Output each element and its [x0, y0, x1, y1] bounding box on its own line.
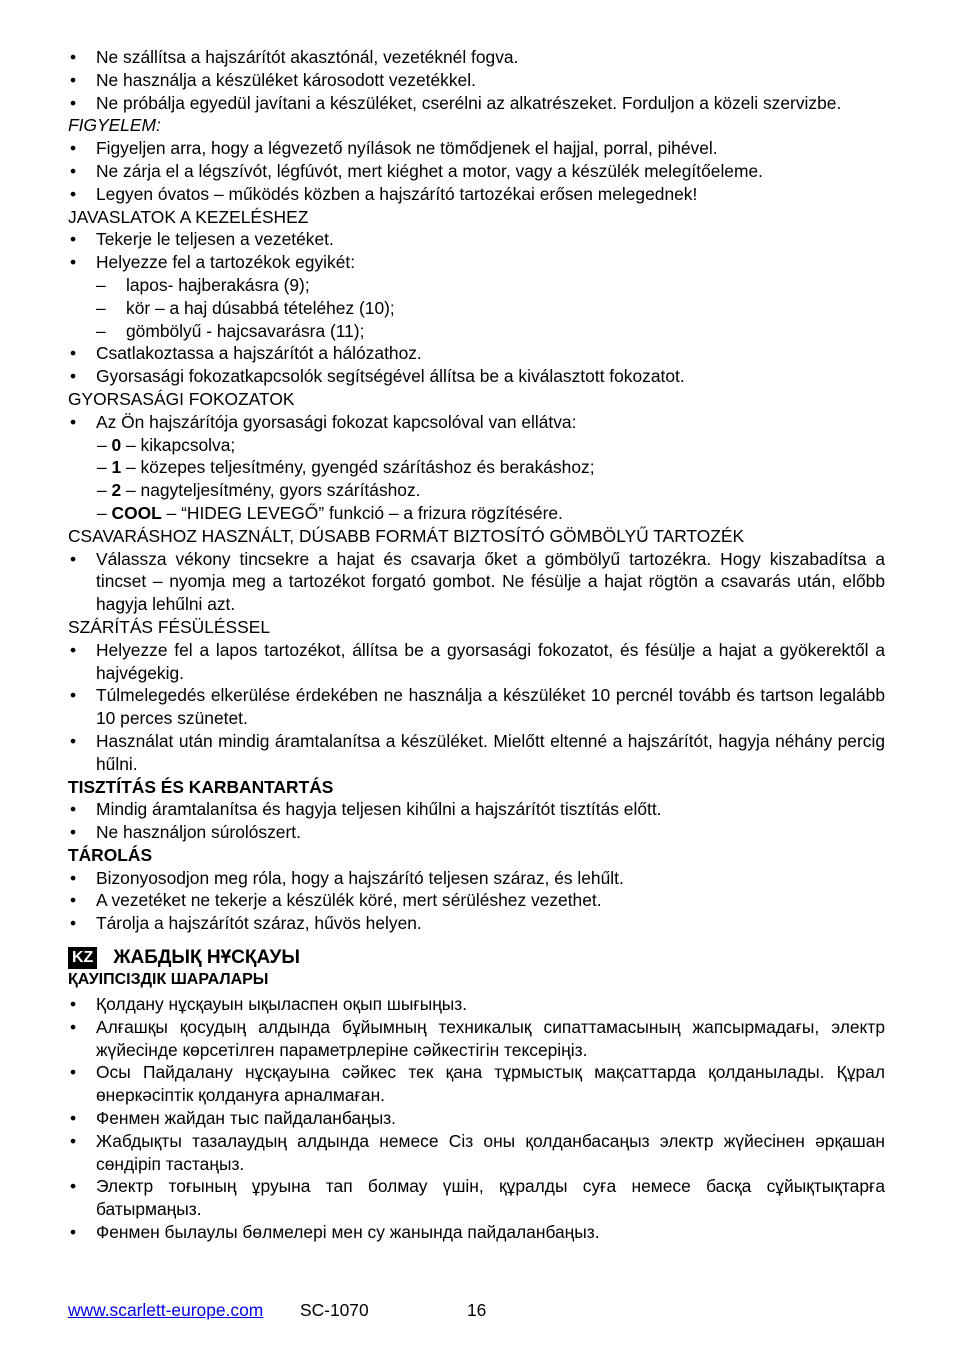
bullet-icon: •: [70, 994, 77, 1015]
bullet-icon: •: [70, 343, 77, 364]
list-item: • Használat után mindig áramtalanítsa a készüléket. Mielőtt eltenné a hajszárítót, hagyja néhány percig hűlni.: [70, 730, 885, 774]
dash-icon: –: [96, 274, 106, 295]
list-item: • Ne használjon súrolószert.: [70, 822, 301, 843]
bullet-icon: •: [70, 548, 77, 569]
kz-title-text: ЖАБДЫҚ НҰСҚАУЫ: [113, 947, 300, 969]
bullet-icon: •: [70, 685, 77, 706]
bullet-icon: •: [70, 1062, 77, 1083]
list-item: • Жабдықты тазалаудың алдында немесе Сіз оны қолданбасаңыз электр жүйесінен әрқашан сөндіріп тастаңыз.: [70, 1130, 885, 1174]
bullet-icon: •: [70, 913, 77, 934]
bullet-icon: •: [70, 1176, 77, 1197]
list-item: • Mindig áramtalanítsa és hagyja teljesen kihűlni a hajszárítót tisztítás előtt.: [70, 799, 662, 820]
page-content: [68, 46, 885, 1244]
list-item: • Legyen óvatos – működés közben a hajszárító tartozékai erősen melegednek!: [70, 183, 698, 204]
list-item: • Helyezze fel a lapos tartozékot, állítsa be a gyorsasági fokozatot, és fésülje a hajat a gyökerektől a hajvégekig.: [70, 639, 885, 683]
list-item: • Bizonyosodjon meg róla, hogy a hajszárító teljesen száraz, és lehűlt.: [70, 867, 624, 888]
list-item: • Осы Пайдалану нұсқауына сәйкес тек қана тұрмыстық мақсаттарда қолданылады. Құрал өнеркәсіптік қолдануға арналмаған.: [70, 1062, 885, 1106]
list-item: • Válassza vékony tincsekre a hajat és csavarja őket a gömbölyű tartozékra. Hogy kiszabadítsa a tincset – nyomja meg a tartozékot forgató gombot. Ne fésülje a hajat rögtön a csavarás után, előbb hagyja lehűlni azt.: [70, 548, 885, 615]
section-heading: TISZTÍTÁS ÉS KARBANTARTÁS: [68, 776, 334, 797]
kz-title: [68, 946, 885, 970]
bullet-icon: •: [70, 1130, 77, 1151]
bullet-icon: •: [70, 867, 77, 888]
bullet-icon: •: [70, 890, 77, 911]
list-item: • Figyeljen arra, hogy a légvezető nyílások ne tömődjenek el hajjal, porral, pihével.: [70, 138, 718, 159]
bullet-icon: •: [70, 639, 77, 660]
dash-icon: –: [96, 297, 106, 318]
page-number: 16: [467, 1300, 487, 1320]
bullet-icon: •: [70, 183, 77, 204]
list-item: • Ne használja a készüléket károsodott vezetékkel.: [70, 69, 476, 90]
bullet-icon: •: [70, 1108, 77, 1129]
bullet-icon: •: [70, 69, 77, 90]
bullet-icon: •: [70, 252, 77, 273]
bullet-icon: •: [70, 730, 77, 751]
bullet-icon: •: [70, 1016, 77, 1037]
mode-item: – 1 – közepes teljesítmény, gyengéd szárításhoz és berakáshoz;: [97, 457, 595, 478]
list-item: • Csatlakoztassa a hajszárítót a hálózathoz.: [70, 343, 422, 364]
bullet-icon: •: [70, 1222, 77, 1243]
list-item: • Электр тоғының ұруына тап болмау үшін, құралды суға немесе басқа сұйықтықтарға батырмаңыз.: [70, 1176, 885, 1220]
list-item: • Gyorsasági fokozatkapcsolók segítségével állítsa be a kiválasztott fokozatot.: [70, 366, 685, 387]
website-link[interactable]: www.scarlett-europe.com: [68, 1300, 264, 1320]
section-heading: JAVASLATOK A KEZELÉSHEZ: [68, 206, 309, 227]
list-item: • Tárolja a hajszárítót száraz, hűvös helyen.: [70, 913, 422, 934]
mode-item: – 2 – nagyteljesítmény, gyors szárításhoz.: [97, 480, 421, 501]
list-item: • Фенмен былаулы бөлмелері мен су жанында пайдаланбаңыз.: [70, 1222, 600, 1243]
list-item: • A vezetéket ne tekerje a készülék köré, mert sérüléshez vezethet.: [70, 890, 602, 911]
list-item: • Helyezze fel a tartozékok egyikét:: [70, 252, 356, 273]
section-heading: GYORSASÁGI FOKOZATOK: [68, 388, 295, 409]
bullet-icon: •: [70, 229, 77, 250]
section-heading: CSAVARÁSHOZ HASZNÁLT, DÚSABB FORMÁT BIZTOSÍTÓ GÖMBÖLYŰ TARTOZÉK: [68, 525, 745, 546]
mode-item: – 0 – kikapcsolva;: [97, 434, 236, 455]
warning-label: FIGYELEM:: [68, 115, 161, 136]
bullet-icon: •: [70, 92, 77, 113]
bullet-icon: •: [70, 411, 77, 432]
dash-item: – lapos- hajberakásra (9);: [96, 274, 310, 295]
dash-item: – gömbölyű - hajcsavarásra (11);: [96, 320, 365, 341]
list-item: • Фенмен жайдан тыс пайдаланбаңыз.: [70, 1108, 397, 1129]
list-item: • Алғашқы қосудың алдында бұйымның техникалық сипаттамасының жапсырмадағы, электр жүйесінде көрсетілген параметрлеріне сәйкестігін тексеріңіз.: [70, 1016, 885, 1060]
list-item: • Қолдану нұсқауын ықыласпен оқып шығыңыз.: [70, 994, 468, 1015]
bullet-icon: •: [70, 138, 77, 159]
bullet-icon: •: [70, 160, 77, 181]
model-number: SC-1070: [300, 1300, 369, 1320]
list-item: • Ne próbálja egyedül javítani a készüléket, cserélni az alkatrészeket. Forduljon a közeli szervizbe.: [70, 92, 842, 113]
section-heading: ҚАУІПСІЗДІК ШАРАЛАРЫ: [68, 971, 269, 989]
section-heading: SZÁRÍTÁS FÉSÜLÉSSEL: [68, 616, 270, 637]
list-item: • Az Ön hajszárítója gyorsasági fokozat kapcsolóval van ellátva:: [70, 411, 577, 432]
bullet-icon: •: [70, 366, 77, 387]
list-item: • Ne szállítsa a hajszárítót akasztónál, vezetéknél fogva.: [70, 47, 519, 67]
list-item: • Túlmelegedés elkerülése érdekében ne használja a készüléket 10 percnél tovább és tartson legalább 10 perces szünetet.: [70, 685, 885, 729]
mode-item: – COOL – “HIDEG LEVEGŐ” funkció – a frizura rögzítésére.: [97, 502, 563, 523]
list-item: • Tekerje le teljesen a vezetéket.: [70, 229, 334, 250]
kz-language-badge: KZ: [68, 947, 97, 969]
bullet-icon: •: [70, 822, 77, 843]
bullet-icon: •: [70, 47, 77, 67]
dash-item: – kör – a haj dúsabbá tételéhez (10);: [96, 297, 395, 318]
section-heading: TÁROLÁS: [68, 844, 153, 865]
dash-icon: –: [96, 320, 106, 341]
list-item: • Ne zárja el a légszívót, légfúvót, mert kiéghet a motor, vagy a készülék melegítőeleme.: [70, 160, 763, 181]
page-footer: [68, 1299, 487, 1321]
bullet-icon: •: [70, 799, 77, 820]
